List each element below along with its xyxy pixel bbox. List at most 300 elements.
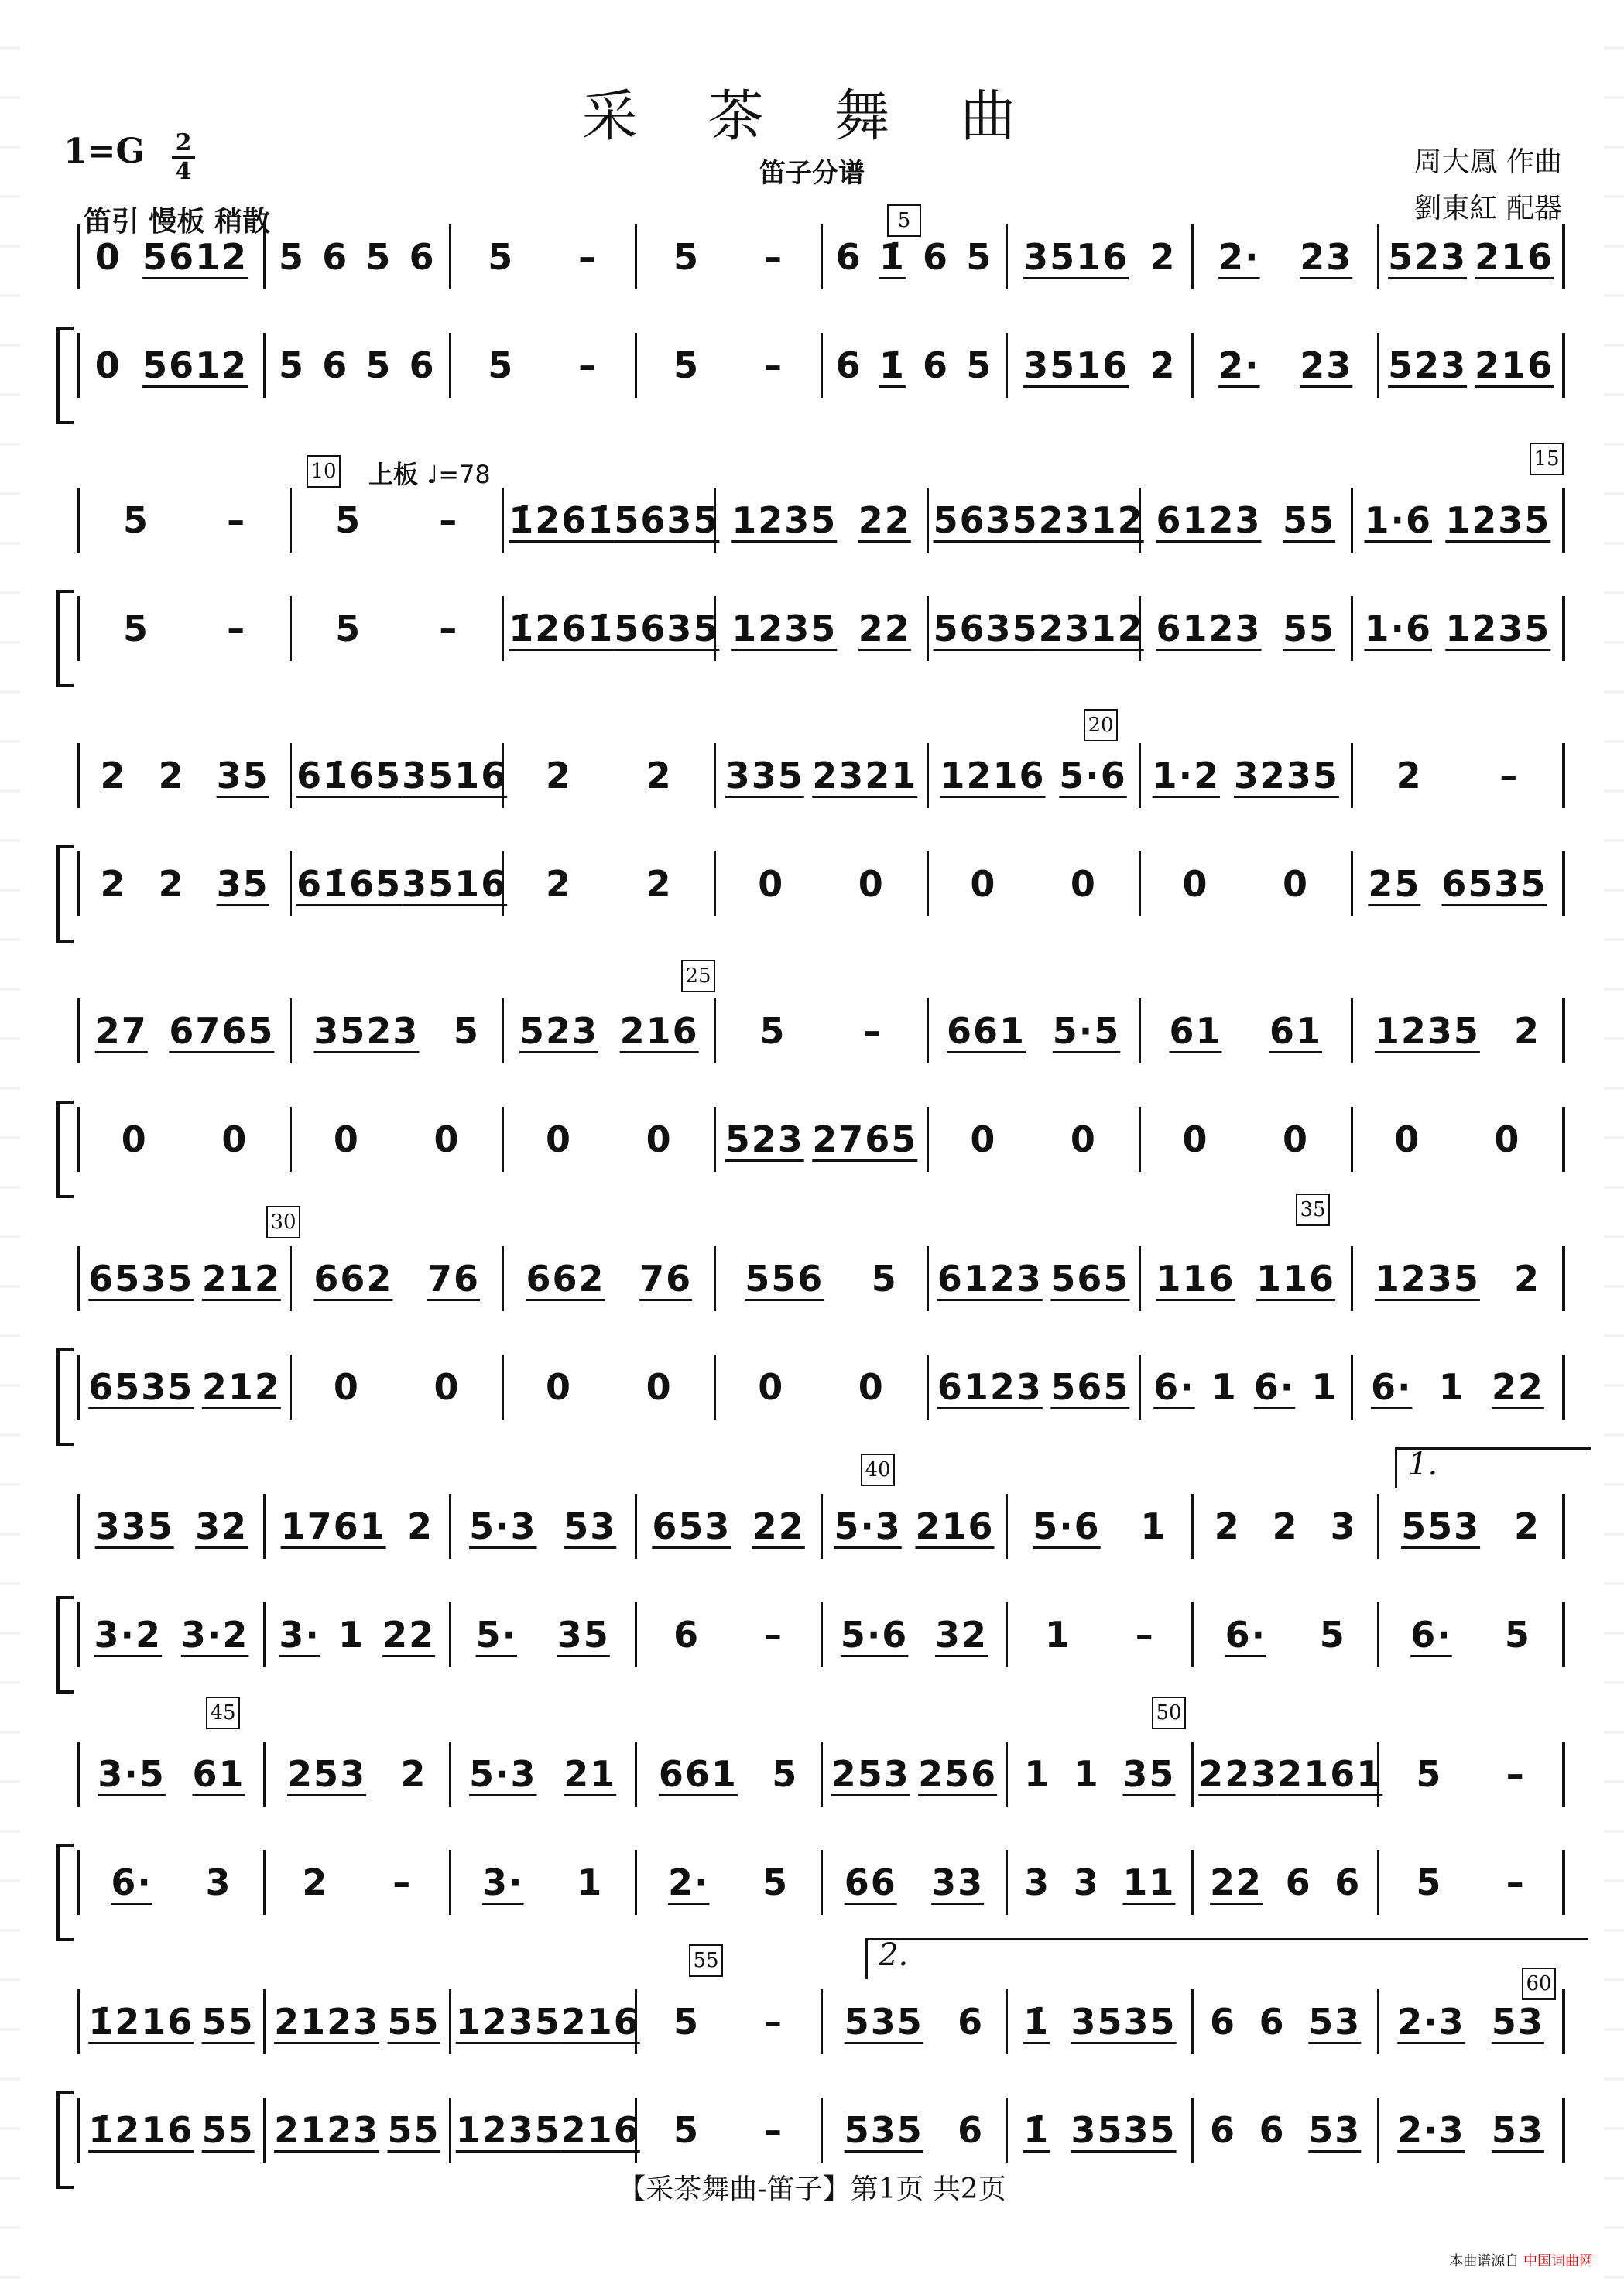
measure	[292, 1246, 504, 1311]
note-group: 35	[557, 1614, 610, 1656]
note-group: 6	[322, 344, 349, 386]
note-group: 3516	[402, 863, 508, 905]
note-group: 1235	[731, 499, 838, 541]
note-group: 6	[923, 344, 950, 386]
note-group: 0	[970, 1118, 997, 1160]
note-group: –	[764, 236, 784, 278]
measure	[504, 998, 716, 1063]
note-group: –	[764, 1614, 784, 1656]
upper-staff	[77, 1246, 1565, 1311]
note-group: 5	[871, 1258, 898, 1300]
note-group: 565	[1050, 1366, 1130, 1408]
measure	[1353, 1246, 1565, 1311]
measure	[1353, 1107, 1565, 1172]
note-group: 216	[560, 2001, 640, 2043]
note-group: 5	[772, 1753, 799, 1795]
note-group: 25	[1368, 863, 1421, 905]
note-group: 212	[201, 1258, 281, 1300]
lower-staff	[77, 2098, 1565, 2163]
measure	[504, 1107, 716, 1172]
measure	[1379, 2098, 1565, 2163]
system	[56, 1494, 1565, 1695]
note-group: 216	[915, 1505, 995, 1547]
measure	[1008, 1602, 1194, 1667]
note-group: 33	[931, 1861, 985, 1903]
note-group: 6	[1210, 2109, 1237, 2151]
measure	[1353, 488, 1565, 553]
source-site: 中国词曲网	[1523, 2253, 1593, 2269]
note-group: 523	[725, 1118, 804, 1160]
measure	[1194, 1989, 1379, 2054]
measure	[637, 333, 823, 398]
note-group: 2	[158, 755, 185, 796]
measure	[1194, 2098, 1379, 2163]
note-group: –	[1499, 755, 1520, 796]
measure	[451, 2098, 640, 2163]
note-group: 6123	[1156, 608, 1262, 649]
lower-staff	[77, 333, 1565, 398]
note-group: 661	[946, 1010, 1026, 1052]
measure	[451, 1494, 637, 1559]
note-group: 6123	[1156, 499, 1262, 541]
note-group: 523	[1388, 344, 1468, 386]
measure	[1141, 1355, 1353, 1420]
measure	[292, 998, 504, 1063]
note-group: 6·	[1253, 1366, 1296, 1408]
measure	[1141, 596, 1353, 661]
credits	[1414, 139, 1562, 232]
note-group: 5·3	[469, 1505, 537, 1547]
note-group: 1235	[1374, 1258, 1480, 1300]
measure-number: 20	[1084, 709, 1118, 741]
note-group: 2	[646, 755, 673, 796]
note-group: 1235	[1445, 499, 1551, 541]
measure	[929, 1107, 1141, 1172]
note-group: 3·	[279, 1614, 320, 1656]
lower-staff-bracket	[56, 1101, 74, 1198]
note-group: 5	[1319, 1614, 1346, 1656]
note-group: 2	[1514, 1505, 1541, 1547]
measure	[80, 1850, 266, 1915]
measure	[504, 1246, 716, 1311]
note-group: 76	[427, 1258, 480, 1300]
upper-staff	[77, 224, 1565, 289]
note-group: 5	[278, 344, 305, 386]
measure	[929, 743, 1141, 808]
note-group: 523	[519, 1010, 599, 1052]
note-group: 5	[673, 236, 701, 278]
note-group: 55	[201, 2001, 255, 2043]
note-group: 2	[546, 863, 573, 905]
note-group: 1235	[455, 2001, 561, 2043]
note-group: 61̇65	[296, 863, 403, 905]
note-group: 0	[646, 1118, 673, 1160]
measure	[823, 1602, 1009, 1667]
measure	[1008, 1494, 1194, 1559]
note-group: 1̇	[1023, 2001, 1050, 2043]
lower-staff	[77, 851, 1565, 916]
note-group: 335	[94, 1505, 174, 1547]
measure	[716, 488, 928, 553]
meter-numerator: 2	[175, 129, 192, 156]
measure	[716, 998, 928, 1063]
measure	[80, 998, 292, 1063]
measure	[1141, 488, 1353, 553]
system	[56, 488, 1565, 689]
note-group: 0	[758, 1366, 785, 1408]
measure	[1008, 2098, 1194, 2163]
note-group: 116	[1156, 1258, 1235, 1300]
note-group: 1761	[280, 1505, 386, 1547]
note-group: 0	[433, 1366, 461, 1408]
note-group: 1̇216	[88, 2001, 194, 2043]
measure	[504, 1355, 716, 1420]
note-group: 216	[1475, 344, 1554, 386]
part-subtitle: 笛子分谱	[759, 158, 865, 189]
upper-staff	[77, 743, 1565, 808]
measure	[1353, 1355, 1565, 1420]
note-group: 55	[387, 2109, 440, 2151]
left-margin-watermark	[0, 0, 20, 2281]
measure	[823, 333, 1009, 398]
measure	[823, 1850, 1009, 1915]
note-group: 5	[673, 344, 701, 386]
lower-staff-bracket	[56, 327, 74, 424]
note-group: 1̇	[1023, 2109, 1050, 2151]
measure	[1194, 1850, 1379, 1915]
note-group: 3516	[1023, 236, 1129, 278]
measure	[266, 1989, 451, 2054]
note-group: 2	[158, 863, 185, 905]
measure	[1141, 998, 1353, 1063]
note-group: 61	[1169, 1010, 1222, 1052]
measure	[1379, 1989, 1565, 2054]
tempo-main-label: 上板	[368, 460, 419, 489]
measure	[1379, 333, 1565, 398]
measure	[1379, 1602, 1565, 1667]
measure	[1141, 851, 1353, 916]
note-group: 212	[201, 1366, 281, 1408]
measure	[929, 851, 1141, 916]
note-group: 535	[844, 2001, 923, 2043]
note-group: 11	[1122, 1861, 1176, 1903]
note-group: 3	[1330, 1505, 1357, 1547]
note-group: 3·2	[180, 1614, 249, 1656]
note-group: 35	[216, 863, 269, 905]
note-group: 53	[1308, 2109, 1362, 2151]
note-group: 5	[488, 236, 515, 278]
note-group: 2·	[1218, 236, 1260, 278]
measure	[1353, 596, 1565, 661]
note-group: 5·6	[1033, 1505, 1101, 1547]
note-group: 556	[745, 1258, 824, 1300]
measure	[292, 1107, 504, 1172]
note-group: 2	[1149, 344, 1177, 386]
note-group: 35	[1122, 1753, 1176, 1795]
note-group: 5635	[614, 608, 720, 649]
note-group: 1·6	[1364, 499, 1432, 541]
note-group: 1·2	[1152, 755, 1221, 796]
note-group: 0	[758, 863, 785, 905]
note-group: 6	[409, 344, 436, 386]
note-group: 6123	[937, 1258, 1043, 1300]
note-group: 0	[121, 1118, 148, 1160]
note-group: 0	[646, 1366, 673, 1408]
composer-credit: 周大鳳 作曲	[1413, 146, 1562, 178]
measure	[80, 851, 292, 916]
note-group: 1̇261̇	[509, 608, 615, 649]
note-group: 6535	[88, 1366, 194, 1408]
note-group: 2	[1513, 1258, 1540, 1300]
measure-number: 60	[1522, 1968, 1556, 2000]
measure	[1379, 1850, 1565, 1915]
measure	[929, 596, 1144, 661]
note-group: 5·5	[1052, 1010, 1121, 1052]
lower-staff-bracket	[56, 1844, 74, 1941]
note-group: 3516	[1023, 344, 1129, 386]
note-group: 653	[652, 1505, 731, 1547]
note-group: 0	[858, 1366, 885, 1408]
measure	[80, 333, 266, 398]
lower-staff	[77, 1107, 1565, 1172]
note-group: 1216	[940, 755, 1046, 796]
note-group: 5	[365, 236, 392, 278]
lower-staff-bracket	[56, 1596, 74, 1694]
note-group: 523	[1388, 236, 1468, 278]
note-group: 6535	[1441, 863, 1547, 905]
note-group: 0	[1494, 1118, 1521, 1160]
note-group: 2123	[274, 2109, 380, 2151]
score-title: 采 茶 舞 曲	[581, 84, 1043, 149]
note-group: 2·3	[1397, 2001, 1465, 2043]
measure	[823, 2098, 1009, 2163]
note-group: 253	[831, 1753, 910, 1795]
measure	[451, 224, 637, 289]
note-group: 0	[333, 1118, 360, 1160]
note-group: 565	[1050, 1258, 1130, 1300]
lower-staff-bracket	[56, 590, 74, 687]
note-group: 2·	[1218, 344, 1260, 386]
note-group: 2	[100, 755, 127, 796]
note-group: 5612	[142, 236, 248, 278]
note-group: 6	[1285, 1861, 1312, 1903]
measure	[1379, 1742, 1565, 1807]
measure	[80, 1107, 292, 1172]
note-group: 22	[1491, 1366, 1544, 1408]
note-group: 3·2	[94, 1614, 162, 1656]
note-group: 3516	[402, 755, 508, 796]
measure	[823, 1989, 1009, 2054]
note-group: 5	[335, 608, 362, 649]
note-group: 2	[1149, 236, 1177, 278]
note-group: 2	[1513, 1010, 1540, 1052]
measure	[1194, 1742, 1383, 1807]
note-group: 0	[1394, 1118, 1421, 1160]
measure	[823, 224, 1009, 289]
measure	[716, 596, 928, 661]
measure	[80, 2098, 266, 2163]
note-group: 5	[966, 236, 993, 278]
note-group: 3535	[1071, 2001, 1177, 2043]
note-group: 5635	[614, 499, 720, 541]
note-group: 5	[278, 236, 305, 278]
measure	[1141, 743, 1353, 808]
measure	[80, 1989, 266, 2054]
note-group: 335	[725, 755, 804, 796]
measure	[637, 224, 823, 289]
note-group: 1	[1211, 1366, 1238, 1408]
note-group: 3235	[1233, 755, 1339, 796]
key-signature: 1=G	[63, 132, 146, 171]
note-group: 6	[958, 2001, 985, 2043]
measure	[451, 1989, 640, 2054]
measure	[929, 1246, 1141, 1311]
note-group: 6·	[1410, 1614, 1452, 1656]
note-group: 1̇	[879, 236, 906, 278]
note-group: 22	[382, 1614, 436, 1656]
note-group: 3	[205, 1861, 232, 1903]
note-group: 0	[221, 1118, 248, 1160]
note-group: 3	[1073, 1861, 1100, 1903]
measure	[929, 998, 1141, 1063]
note-group: 553	[1401, 1505, 1481, 1547]
measure	[266, 2098, 451, 2163]
note-group: 5·6	[840, 1614, 909, 1656]
note-group: 1235	[731, 608, 838, 649]
note-group: 55	[1283, 499, 1336, 541]
measure	[1008, 224, 1194, 289]
measure	[1008, 333, 1194, 398]
note-group: 55	[1283, 608, 1336, 649]
measure	[637, 2098, 823, 2163]
measure	[451, 1602, 637, 1667]
upper-staff	[77, 998, 1565, 1063]
upper-staff	[77, 1989, 1565, 2054]
note-group: 2312	[1038, 608, 1144, 649]
note-group: 5·6	[1059, 755, 1127, 796]
note-group: 662	[526, 1258, 605, 1300]
note-group: –	[392, 1861, 413, 1903]
note-group: 535	[844, 2109, 923, 2151]
note-group: 2	[1396, 755, 1423, 796]
measure	[1353, 998, 1565, 1063]
note-group: 21	[564, 1753, 617, 1795]
note-group: 6·	[1153, 1366, 1195, 1408]
measure	[1379, 224, 1565, 289]
measure-number: 40	[861, 1454, 895, 1486]
tempo-intro: 笛引 慢板 稍散	[84, 206, 271, 238]
lower-staff	[77, 1850, 1565, 1915]
system	[56, 1742, 1565, 1943]
note-group: 0	[1070, 863, 1097, 905]
arranger-credit: 劉東紅 配器	[1413, 193, 1562, 224]
measure	[1353, 851, 1565, 916]
note-group: 5	[762, 1861, 790, 1903]
note-group: 5635	[933, 608, 1039, 649]
measure	[266, 1850, 451, 1915]
note-group: –	[227, 499, 247, 541]
measure	[716, 1355, 928, 1420]
measure	[80, 488, 292, 553]
note-group: 0	[1182, 863, 1209, 905]
note-group: 6	[958, 2109, 985, 2151]
note-group: 5635	[933, 499, 1039, 541]
note-group: 3535	[1071, 2109, 1177, 2151]
measure-number: 45	[206, 1697, 240, 1729]
measure	[451, 1742, 637, 1807]
measure-number: 25	[681, 960, 715, 992]
measure	[80, 1494, 266, 1559]
note-group: 5	[123, 608, 150, 649]
measure	[292, 1355, 504, 1420]
note-group: –	[227, 608, 247, 649]
measure	[451, 333, 637, 398]
measure	[716, 851, 928, 916]
measure-number: 10	[307, 455, 341, 488]
measure	[1353, 743, 1565, 808]
system	[56, 743, 1565, 944]
note-group: 55	[387, 2001, 440, 2043]
measure	[266, 224, 451, 289]
measure	[823, 1494, 1009, 1559]
note-group: 2	[302, 1861, 329, 1903]
note-group: 5·3	[834, 1505, 902, 1547]
note-group: 3523	[313, 1010, 420, 1052]
note-group: 22	[1210, 1861, 1263, 1903]
measure	[266, 1602, 451, 1667]
lower-staff	[77, 1355, 1565, 1420]
note-group: 2765	[812, 1118, 918, 1160]
note-group: 53	[1308, 2001, 1362, 2043]
note-group: 5	[966, 344, 993, 386]
note-group: 6·	[111, 1861, 152, 1903]
measure	[1141, 1107, 1353, 1172]
note-group: 3·	[482, 1861, 524, 1903]
note-group: 6	[409, 236, 436, 278]
note-group: 5	[1416, 1753, 1443, 1795]
note-group: 6	[923, 236, 950, 278]
measure	[80, 1355, 292, 1420]
note-group: 5	[335, 499, 362, 541]
measure	[716, 743, 928, 808]
note-group: 0	[1283, 1118, 1310, 1160]
lower-staff-bracket	[56, 1348, 74, 1446]
note-group: 6765	[169, 1010, 275, 1052]
measure	[637, 1494, 823, 1559]
lower-staff	[77, 1602, 1565, 1667]
note-group: 1235	[1445, 608, 1551, 649]
measure	[266, 1742, 451, 1807]
note-group: 5·3	[469, 1753, 537, 1795]
source-text: 本曲谱源自	[1449, 2253, 1520, 2269]
measure	[1008, 1989, 1194, 2054]
note-group: 6	[1259, 2001, 1286, 2043]
note-group: 0	[94, 344, 122, 386]
note-group: 5·	[475, 1614, 518, 1656]
note-group: 216	[560, 2109, 640, 2151]
measure	[80, 596, 292, 661]
note-group: 116	[1256, 1258, 1336, 1300]
note-group: 5	[673, 2109, 701, 2151]
note-group: 6	[673, 1614, 701, 1656]
note-group: 2	[100, 863, 127, 905]
measure	[823, 1742, 1009, 1807]
upper-staff	[77, 1742, 1565, 1807]
note-group: 3·5	[98, 1753, 166, 1795]
note-group: 5	[1416, 1861, 1443, 1903]
system	[56, 1246, 1565, 1447]
measure	[80, 224, 266, 289]
